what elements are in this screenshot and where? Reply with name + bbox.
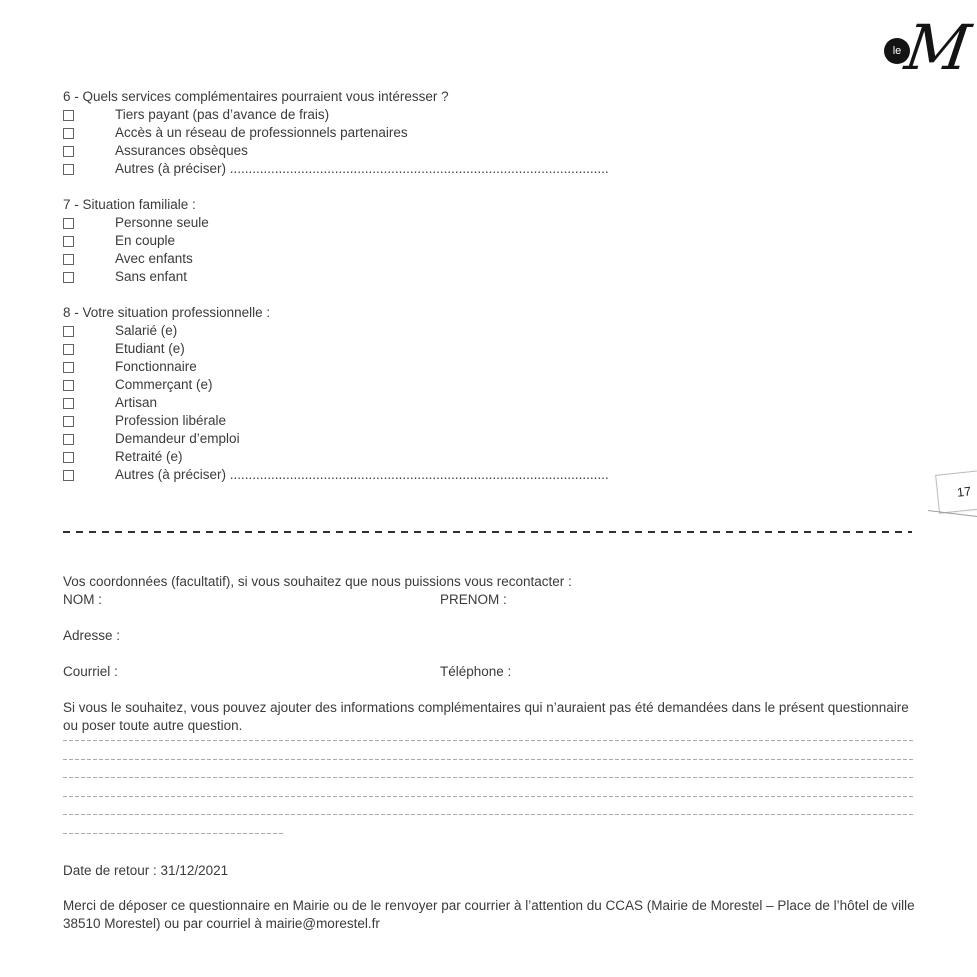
option-label: Profession libérale <box>115 413 227 428</box>
checkbox-option-row <box>63 448 915 466</box>
answer-line <box>63 814 915 815</box>
free-text-prompt: Si vous le souhaitez, vous pouvez ajouter des informations complémentaires qui n’auraient pas été demandées dans le présent questionnaire ou poser toute autre question. <box>63 700 909 733</box>
question-title: 8 - Votre situation professionnelle : <box>63 305 271 320</box>
option-label: Etudiant (e) <box>115 341 185 356</box>
question-options <box>63 106 915 178</box>
option-label: Sans enfant <box>115 269 188 284</box>
option-label: Artisan <box>115 395 158 410</box>
checkbox[interactable] <box>63 236 74 247</box>
checkbox-option-row <box>63 430 915 448</box>
checkbox[interactable] <box>63 110 74 121</box>
checkbox-option-row <box>63 358 915 376</box>
email-phone-row <box>63 663 915 681</box>
checkbox[interactable] <box>63 326 74 337</box>
page-number: 17 <box>956 483 972 500</box>
cut-line-separator <box>63 531 912 533</box>
checkbox[interactable] <box>63 218 74 229</box>
checkbox-option-row <box>63 340 915 358</box>
option-label: Autres (à préciser) ..................................................................................................... <box>115 467 609 482</box>
logo-m-letter: M <box>900 11 975 84</box>
option-label: Tiers payant (pas d’avance de frais) <box>115 107 330 122</box>
checkbox[interactable] <box>63 344 74 355</box>
checkbox-option-row <box>63 106 915 124</box>
questions-section <box>63 88 915 484</box>
checkbox[interactable] <box>63 362 74 373</box>
checkbox[interactable] <box>63 380 74 391</box>
question-options <box>63 214 915 286</box>
closing-instructions: Merci de déposer ce questionnaire en Mairie ou de le renvoyer par courrier à l’attention du CCAS (Mairie de Morestel – Place de l’hôtel de ville 38510 Morestel) ou par courriel à mairie@morestel.fr <box>63 897 915 931</box>
question-title: 7 - Situation familiale : <box>63 197 196 212</box>
checkbox-option-row <box>63 322 915 340</box>
name-row <box>63 591 915 609</box>
option-label: Retraité (e) <box>115 449 183 464</box>
checkbox[interactable] <box>63 416 74 427</box>
checkbox[interactable] <box>63 452 74 463</box>
checkbox-option-row <box>63 412 915 430</box>
checkbox[interactable] <box>63 164 74 175</box>
logo-le-text: le <box>892 44 902 57</box>
courriel-label: Courriel : <box>63 664 118 679</box>
morestel-logo <box>884 11 975 84</box>
answer-line <box>63 796 915 797</box>
checkbox-option-row <box>63 394 915 412</box>
question-block <box>63 88 915 178</box>
checkbox-option-row <box>63 232 915 250</box>
checkbox-option-row <box>63 250 915 268</box>
checkbox[interactable] <box>63 254 74 265</box>
option-label: Demandeur d’emploi <box>115 431 240 446</box>
question-block <box>63 304 915 484</box>
checkbox[interactable] <box>63 146 74 157</box>
option-label: Personne seule <box>115 215 209 230</box>
question-title: 6 - Quels services complémentaires pourraient vous intéresser ? <box>63 89 449 104</box>
option-label: Accès à un réseau de professionnels partenaires <box>115 125 408 140</box>
telephone-label: Téléphone : <box>440 664 512 679</box>
checkbox-option-row <box>63 142 915 160</box>
checkbox-option-row <box>63 466 915 484</box>
checkbox-option-row <box>63 268 915 286</box>
answer-line <box>63 759 915 760</box>
adresse-label: Adresse : <box>63 628 121 643</box>
contact-intro: Vos coordonnées (facultatif), si vous souhaitez que nous puissions vous recontacter : <box>63 574 572 589</box>
checkbox[interactable] <box>63 128 74 139</box>
option-label: Autres (à préciser) ..................................................................................................... <box>115 161 609 176</box>
address-row <box>63 627 915 645</box>
checkbox-option-row <box>63 214 915 232</box>
question-block <box>63 196 915 286</box>
checkbox[interactable] <box>63 272 74 283</box>
answer-line <box>63 740 915 741</box>
answer-lines <box>63 740 915 834</box>
checkbox[interactable] <box>63 434 74 445</box>
option-label: En couple <box>115 233 176 248</box>
document-content <box>63 88 915 933</box>
option-label: Commerçant (e) <box>115 377 213 392</box>
checkbox[interactable] <box>63 470 74 481</box>
question-options <box>63 322 915 484</box>
checkbox-option-row <box>63 376 915 394</box>
option-label: Fonctionnaire <box>115 359 197 374</box>
checkbox[interactable] <box>63 398 74 409</box>
answer-line-short <box>63 833 285 834</box>
page-number-tab <box>935 469 977 513</box>
option-label: Avec enfants <box>115 251 193 266</box>
option-label: Assurances obsèques <box>115 143 248 158</box>
answer-line <box>63 777 915 778</box>
option-label: Salarié (e) <box>115 323 178 338</box>
return-date: Date de retour : 31/12/2021 <box>63 862 229 878</box>
prenom-label: PRENOM : <box>440 592 507 607</box>
checkbox-option-row <box>63 124 915 142</box>
checkbox-option-row <box>63 160 915 178</box>
nom-label: NOM : <box>63 592 102 607</box>
